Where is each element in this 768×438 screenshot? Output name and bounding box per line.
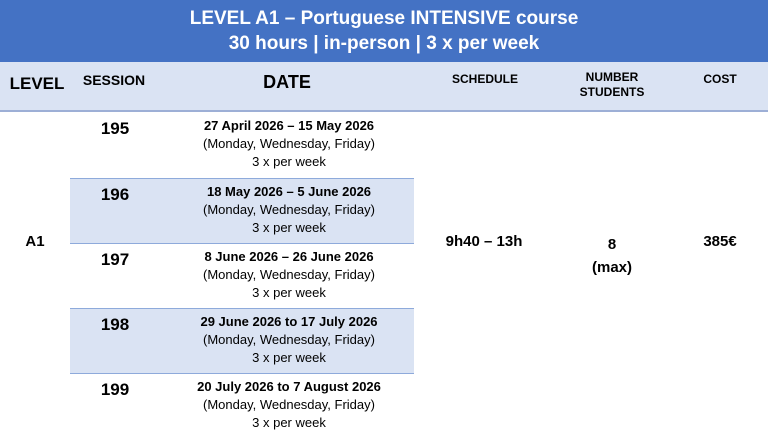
session-dates <box>180 183 398 237</box>
banner-subtitle: 30 hours | in-person | 3 x per week <box>228 33 540 54</box>
header-session: SESSION <box>82 72 146 88</box>
date-range: 27 April 2026 – 15 May 2026 <box>203 118 375 133</box>
date-frequency: 3 x per week <box>252 220 326 235</box>
date-range: 29 June 2026 to 17 July 2026 <box>200 314 378 329</box>
header-number-students <box>566 70 658 100</box>
date-range: 20 July 2026 to 7 August 2026 <box>197 379 381 394</box>
level-value: A1 <box>25 233 45 250</box>
session-dates <box>180 313 398 367</box>
table-header-row <box>0 62 768 112</box>
date-frequency: 3 x per week <box>252 350 326 365</box>
students-count: 8 <box>607 236 617 253</box>
date-frequency: 3 x per week <box>252 154 326 169</box>
header-date: DATE <box>263 72 311 92</box>
date-days: (Monday, Wednesday, Friday) <box>203 202 375 217</box>
schedule-value: 9h40 – 13h <box>445 233 523 250</box>
session-dates <box>180 378 398 432</box>
session-number: 196 <box>100 185 130 204</box>
header-cost: COST <box>703 72 737 86</box>
date-days: (Monday, Wednesday, Friday) <box>203 136 375 151</box>
cost-value: 385€ <box>703 233 737 250</box>
session-dates <box>180 248 398 302</box>
date-days: (Monday, Wednesday, Friday) <box>203 332 375 347</box>
session-number: 197 <box>100 250 130 269</box>
table-row <box>70 373 414 438</box>
date-range: 8 June 2026 – 26 June 2026 <box>204 249 374 264</box>
table-row <box>70 308 414 373</box>
date-days: (Monday, Wednesday, Friday) <box>203 267 375 282</box>
date-frequency: 3 x per week <box>252 285 326 300</box>
date-days: (Monday, Wednesday, Friday) <box>203 397 375 412</box>
table-row <box>70 113 414 178</box>
session-dates <box>180 117 398 171</box>
session-number: 195 <box>100 119 130 138</box>
date-range: 18 May 2026 – 5 June 2026 <box>206 184 372 199</box>
date-frequency: 3 x per week <box>252 415 326 430</box>
table-row <box>70 178 414 243</box>
session-number: 199 <box>100 380 130 399</box>
header-number-line1: NUMBER <box>585 70 639 84</box>
table-row <box>70 243 414 308</box>
students-value <box>570 233 654 279</box>
session-number: 198 <box>100 315 130 334</box>
header-level: LEVEL <box>9 74 65 93</box>
header-schedule: SCHEDULE <box>451 72 518 86</box>
students-note: (max) <box>591 259 632 276</box>
header-number-line2: STUDENTS <box>579 85 645 99</box>
banner-title: LEVEL A1 – Portuguese INTENSIVE course <box>189 8 579 29</box>
course-banner <box>0 0 768 62</box>
